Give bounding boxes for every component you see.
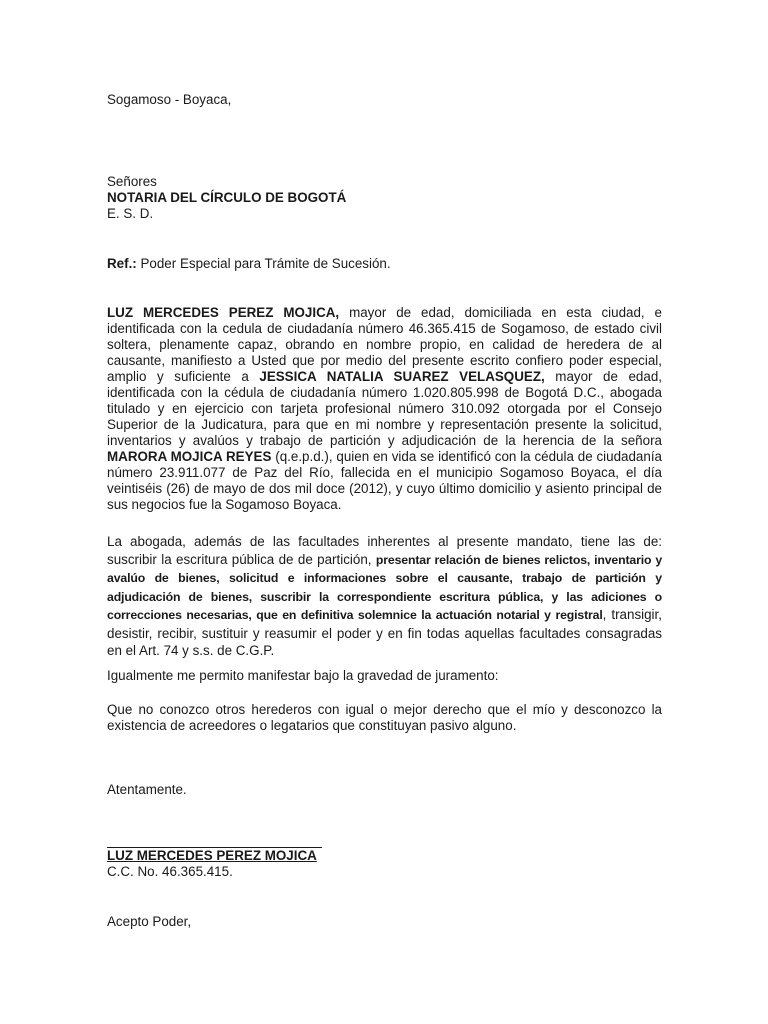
reference-text: Poder Especial para Trámite de Sucesión. [136, 256, 391, 271]
faculties-clause: presentar relación de bienes relictos, inventario y avalúo de bienes, solicitud e informaciones sobre el causante, trabajo de partición y adjudicación de bienes, suscribir la correspondiente escritura pública, y las adiciones o correcciones necesarias, que en definitiva solemnice la actuación notarial y registral [107, 552, 663, 622]
signatory-id: C.C. No. 46.365.415. [107, 864, 233, 879]
deceased-name: MARORA MOJICA REYES [107, 449, 272, 464]
salutation: Señores [107, 174, 157, 189]
paragraph-1-text-c: (q.e.p.d.), quien en vida se identificó con la cédula de ciudadanía número 23.911.077 de Paz del Río, fallecida en el municipio Sogamoso Boyaca, el día veintiséis (26) de mayo de dos mil doce (2012), y cuyo último domicilio y asiento principal de sus negocios fue la Sogamoso Boyaca. [107, 449, 662, 512]
addressee-esd: E. S. D. [107, 206, 154, 221]
paragraph-2-text-b: , transigir, desistir, recibir, sustituir y reasumir el poder y en fin todas aquellas facultades consagradas en el Art. 74 y s.s. de C.G.P. [107, 607, 662, 658]
document-page [107, 0, 662, 1024]
reference-label: Ref.: [107, 256, 137, 271]
grantor-name: LUZ MERCEDES PEREZ MOJICA, [107, 305, 340, 320]
signatory-name: LUZ MERCEDES PEREZ MOJICA [107, 848, 317, 863]
paragraph-1-text-a: mayor de edad, domiciliada en esta ciudad, e identificada con la cedula de ciudadanía número 46.365.415 de Sogamoso, de estado civil soltera, plenamente capaz, obrando en nombre propio, en calidad de heredera de al causante, manifiesto a Usted que por medio del presente escrito confiero poder especial, amplio y suficiente a [107, 305, 663, 384]
oath-statement: Igualmente me permito manifestar bajo la gravedad de juramento: [107, 668, 499, 683]
acceptance-line: Acepto Poder, [107, 914, 192, 929]
paragraph-1-text-b: mayor de edad, identificada con la cédula de ciudadanía número 1.020.805.998 de Bogotá D.C., abogada titulado y en ejercicio con tarjeta profesional número 310.092 otorgada por el Consejo Superior de la Judicatura, para que en mi nombre y representación presente la solicitud, inventarios y avalúos y trabajo de partición y adjudicación de la herencia de la señora [107, 369, 662, 448]
addressee-institution: NOTARIA DEL CÍRCULO DE BOGOTÁ [107, 190, 347, 205]
paragraph-2-text-a: La abogada, además de las facultades inherentes al presente mandato, tiene las de: suscribir la escritura pública de de partición, [107, 534, 662, 567]
heirs-declaration: Que no conozco otros herederos con igual o mejor derecho que el mío y desconozco la existencia de acreedores o legatarios que constituyan pasivo alguno. [107, 702, 662, 733]
attorney-name: JESSICA NATALIA SUAREZ VELASQUEZ, [259, 369, 545, 384]
body-paragraph-2 [107, 533, 662, 660]
body-paragraph-1 [107, 305, 662, 513]
location-line: Sogamoso - Boyaca, [107, 92, 232, 107]
closing-line: Atentamente. [107, 782, 187, 797]
reference-line [107, 256, 391, 272]
